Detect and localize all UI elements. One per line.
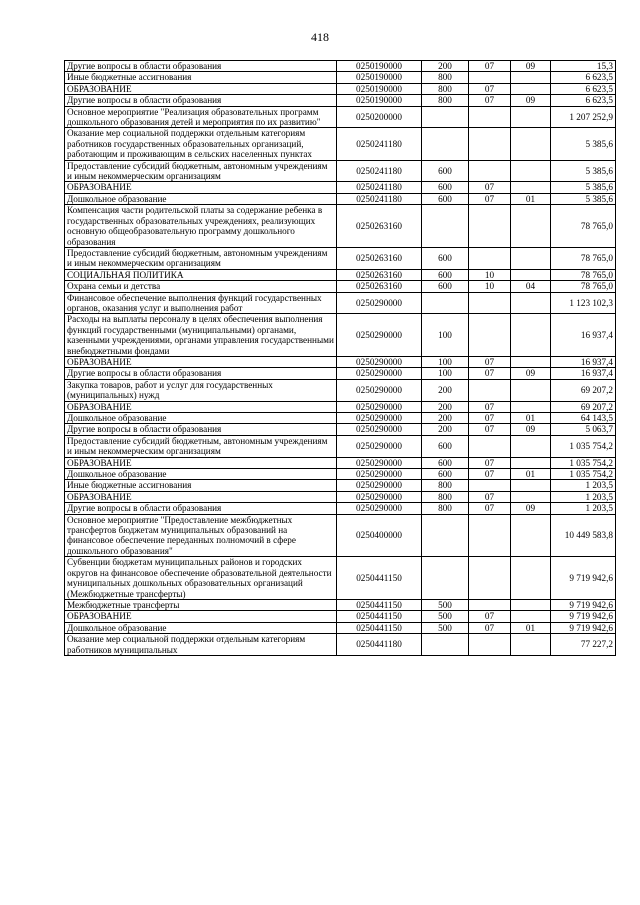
table-row xyxy=(65,193,616,204)
expense-name-cell: Межбюджетные трансферты xyxy=(65,599,337,610)
section-cell: 07 xyxy=(469,424,511,435)
table-row xyxy=(65,469,616,480)
subsection-cell xyxy=(511,514,551,557)
target-article-cell: 0250290000 xyxy=(337,379,422,401)
subsection-cell: 09 xyxy=(511,424,551,435)
expense-type-cell: 200 xyxy=(422,401,469,412)
section-cell: 07 xyxy=(469,95,511,106)
expense-type-cell: 100 xyxy=(422,314,469,357)
target-article-cell: 0250190000 xyxy=(337,72,422,83)
expense-type-cell: 500 xyxy=(422,599,469,610)
target-article-cell: 0250290000 xyxy=(337,413,422,424)
expense-type-cell: 800 xyxy=(422,503,469,514)
subsection-cell: 09 xyxy=(511,368,551,379)
table-row xyxy=(65,503,616,514)
table-row xyxy=(65,95,616,106)
expense-name-cell: Оказание мер социальной поддержки отдельным категориям работников государственных образовательных организаций, работающим и проживающим в сельских населенных пунктах xyxy=(65,128,337,160)
amount-cell: 1 203,5 xyxy=(551,480,616,491)
expense-name-cell: Другие вопросы в области образования xyxy=(65,424,337,435)
expense-name-cell: Иные бюджетные ассигнования xyxy=(65,480,337,491)
section-cell: 07 xyxy=(469,356,511,367)
subsection-cell xyxy=(511,379,551,401)
table-row xyxy=(65,457,616,468)
section-cell: 07 xyxy=(469,182,511,193)
amount-cell: 64 143,5 xyxy=(551,413,616,424)
subsection-cell xyxy=(511,182,551,193)
expense-type-cell xyxy=(422,514,469,557)
target-article-cell: 0250441150 xyxy=(337,622,422,633)
amount-cell: 6 623,5 xyxy=(551,95,616,106)
budget-table xyxy=(64,60,616,656)
expense-name-cell: ОБРАЗОВАНИЕ xyxy=(65,356,337,367)
expense-name-cell: Основное мероприятие "Предоставление межбюджетных трансфертов бюджетам муниципальных образований на финансовое обеспечение переданных полномочий в сфере дошкольного образования" xyxy=(65,514,337,557)
expense-type-cell: 100 xyxy=(422,356,469,367)
table-row xyxy=(65,368,616,379)
expense-name-cell: Дошкольное образование xyxy=(65,193,337,204)
amount-cell: 1 035 754,2 xyxy=(551,469,616,480)
target-article-cell: 0250190000 xyxy=(337,95,422,106)
expense-type-cell: 800 xyxy=(422,480,469,491)
target-article-cell: 0250290000 xyxy=(337,401,422,412)
target-article-cell: 0250263160 xyxy=(337,281,422,292)
table-row xyxy=(65,514,616,557)
subsection-cell xyxy=(511,435,551,457)
amount-cell: 9 719 942,6 xyxy=(551,557,616,600)
expense-name-cell: Другие вопросы в области образования xyxy=(65,503,337,514)
expense-type-cell: 600 xyxy=(422,281,469,292)
target-article-cell: 0250290000 xyxy=(337,503,422,514)
table-row xyxy=(65,413,616,424)
expense-name-cell: ОБРАЗОВАНИЕ xyxy=(65,457,337,468)
expense-type-cell: 800 xyxy=(422,95,469,106)
section-cell xyxy=(469,160,511,182)
section-cell xyxy=(469,106,511,128)
expense-name-cell: СОЦИАЛЬНАЯ ПОЛИТИКА xyxy=(65,269,337,280)
target-article-cell: 0250290000 xyxy=(337,435,422,457)
subsection-cell xyxy=(511,314,551,357)
expense-type-cell: 600 xyxy=(422,269,469,280)
expense-name-cell: Дошкольное образование xyxy=(65,469,337,480)
target-article-cell: 0250441180 xyxy=(337,634,422,656)
expense-type-cell: 800 xyxy=(422,491,469,502)
subsection-cell: 09 xyxy=(511,503,551,514)
expense-name-cell: Предоставление субсидий бюджетным, автономным учреждениям и иным некоммерческим организациям xyxy=(65,247,337,269)
table-row xyxy=(65,491,616,502)
table-row xyxy=(65,205,616,248)
subsection-cell xyxy=(511,401,551,412)
section-cell: 07 xyxy=(469,368,511,379)
target-article-cell: 0250241180 xyxy=(337,182,422,193)
table-row xyxy=(65,182,616,193)
section-cell xyxy=(469,379,511,401)
expense-type-cell: 600 xyxy=(422,469,469,480)
section-cell: 10 xyxy=(469,281,511,292)
table-row xyxy=(65,128,616,160)
section-cell xyxy=(469,435,511,457)
target-article-cell: 0250290000 xyxy=(337,368,422,379)
target-article-cell: 0250290000 xyxy=(337,292,422,314)
subsection-cell xyxy=(511,72,551,83)
amount-cell: 78 765,0 xyxy=(551,247,616,269)
subsection-cell xyxy=(511,480,551,491)
subsection-cell xyxy=(511,269,551,280)
subsection-cell xyxy=(511,292,551,314)
expense-name-cell: Другие вопросы в области образования xyxy=(65,368,337,379)
amount-cell: 16 937,4 xyxy=(551,356,616,367)
expense-type-cell xyxy=(422,634,469,656)
amount-cell: 1 203,5 xyxy=(551,491,616,502)
target-article-cell: 0250190000 xyxy=(337,83,422,94)
target-article-cell: 0250263160 xyxy=(337,205,422,248)
amount-cell: 5 385,6 xyxy=(551,128,616,160)
expense-name-cell: Иные бюджетные ассигнования xyxy=(65,72,337,83)
table-row xyxy=(65,611,616,622)
expense-type-cell: 100 xyxy=(422,368,469,379)
subsection-cell: 04 xyxy=(511,281,551,292)
target-article-cell: 0250441150 xyxy=(337,557,422,600)
subsection-cell: 01 xyxy=(511,193,551,204)
subsection-cell: 01 xyxy=(511,469,551,480)
section-cell: 07 xyxy=(469,61,511,72)
table-row xyxy=(65,599,616,610)
target-article-cell: 0250290000 xyxy=(337,491,422,502)
expense-name-cell: ОБРАЗОВАНИЕ xyxy=(65,401,337,412)
target-article-cell: 0250263160 xyxy=(337,247,422,269)
table-row xyxy=(65,634,616,656)
table-row xyxy=(65,379,616,401)
section-cell xyxy=(469,557,511,600)
expense-type-cell xyxy=(422,205,469,248)
section-cell xyxy=(469,247,511,269)
target-article-cell: 0250290000 xyxy=(337,314,422,357)
amount-cell: 1 203,5 xyxy=(551,503,616,514)
expense-type-cell: 600 xyxy=(422,182,469,193)
amount-cell: 5 385,6 xyxy=(551,193,616,204)
table-row xyxy=(65,61,616,72)
target-article-cell: 0250290000 xyxy=(337,480,422,491)
section-cell xyxy=(469,205,511,248)
table-row xyxy=(65,247,616,269)
amount-cell: 15,3 xyxy=(551,61,616,72)
section-cell: 10 xyxy=(469,269,511,280)
subsection-cell xyxy=(511,247,551,269)
target-article-cell: 0250263160 xyxy=(337,269,422,280)
section-cell xyxy=(469,634,511,656)
expense-name-cell: Другие вопросы в области образования xyxy=(65,95,337,106)
expense-type-cell xyxy=(422,128,469,160)
subsection-cell xyxy=(511,128,551,160)
expense-type-cell xyxy=(422,557,469,600)
section-cell: 07 xyxy=(469,413,511,424)
expense-type-cell: 500 xyxy=(422,611,469,622)
section-cell xyxy=(469,599,511,610)
section-cell xyxy=(469,128,511,160)
subsection-cell xyxy=(511,83,551,94)
target-article-cell: 0250241180 xyxy=(337,193,422,204)
expense-type-cell: 600 xyxy=(422,160,469,182)
table-row xyxy=(65,480,616,491)
subsection-cell: 01 xyxy=(511,413,551,424)
expense-name-cell: Охрана семьи и детства xyxy=(65,281,337,292)
amount-cell: 5 063,7 xyxy=(551,424,616,435)
table-row xyxy=(65,72,616,83)
target-article-cell: 0250241180 xyxy=(337,128,422,160)
amount-cell: 69 207,2 xyxy=(551,379,616,401)
expense-name-cell: Субвенции бюджетам муниципальных районов и городских округов на финансовое обеспечение образовательной деятельности муниципальных дошкольных образовательных организаций (Межбюджетные трансферты) xyxy=(65,557,337,600)
target-article-cell: 0250200000 xyxy=(337,106,422,128)
table-row xyxy=(65,160,616,182)
target-article-cell: 0250400000 xyxy=(337,514,422,557)
expense-type-cell xyxy=(422,106,469,128)
subsection-cell: 01 xyxy=(511,622,551,633)
expense-name-cell: Предоставление субсидий бюджетным, автономным учреждениям и иным некоммерческим организациям xyxy=(65,435,337,457)
subsection-cell: 09 xyxy=(511,95,551,106)
target-article-cell: 0250441150 xyxy=(337,599,422,610)
amount-cell: 1 123 102,3 xyxy=(551,292,616,314)
amount-cell: 10 449 583,8 xyxy=(551,514,616,557)
expense-name-cell: Предоставление субсидий бюджетным, автономным учреждениям и иным некоммерческим организациям xyxy=(65,160,337,182)
amount-cell: 9 719 942,6 xyxy=(551,611,616,622)
amount-cell: 6 623,5 xyxy=(551,83,616,94)
section-cell xyxy=(469,480,511,491)
table-row xyxy=(65,401,616,412)
expense-type-cell: 800 xyxy=(422,72,469,83)
expense-name-cell: Закупка товаров, работ и услуг для государственных (муниципальных) нужд xyxy=(65,379,337,401)
section-cell xyxy=(469,514,511,557)
expense-type-cell: 200 xyxy=(422,379,469,401)
target-article-cell: 0250290000 xyxy=(337,457,422,468)
expense-type-cell: 600 xyxy=(422,247,469,269)
amount-cell: 1 207 252,9 xyxy=(551,106,616,128)
section-cell: 07 xyxy=(469,611,511,622)
target-article-cell: 0250290000 xyxy=(337,424,422,435)
target-article-cell: 0250290000 xyxy=(337,469,422,480)
amount-cell: 1 035 754,2 xyxy=(551,457,616,468)
section-cell xyxy=(469,292,511,314)
amount-cell: 16 937,4 xyxy=(551,368,616,379)
amount-cell: 1 035 754,2 xyxy=(551,435,616,457)
subsection-cell xyxy=(511,356,551,367)
subsection-cell xyxy=(511,491,551,502)
amount-cell: 78 765,0 xyxy=(551,281,616,292)
expense-type-cell: 800 xyxy=(422,83,469,94)
expense-type-cell: 600 xyxy=(422,457,469,468)
amount-cell: 69 207,2 xyxy=(551,401,616,412)
table-row xyxy=(65,356,616,367)
amount-cell: 9 719 942,6 xyxy=(551,622,616,633)
section-cell: 07 xyxy=(469,622,511,633)
table-row xyxy=(65,281,616,292)
amount-cell: 9 719 942,6 xyxy=(551,599,616,610)
expense-name-cell: ОБРАЗОВАНИЕ xyxy=(65,491,337,502)
expense-type-cell: 200 xyxy=(422,61,469,72)
section-cell: 07 xyxy=(469,491,511,502)
page-number: 418 xyxy=(311,30,329,44)
section-cell: 07 xyxy=(469,503,511,514)
amount-cell: 78 765,0 xyxy=(551,205,616,248)
expense-type-cell: 200 xyxy=(422,413,469,424)
expense-name-cell: ОБРАЗОВАНИЕ xyxy=(65,182,337,193)
section-cell: 07 xyxy=(469,83,511,94)
table-row xyxy=(65,314,616,357)
expense-name-cell: Компенсация части родительской платы за содержание ребенка в государственных образовательных учреждениях, реализующих основную общеобразовательную программу дошкольного образования xyxy=(65,205,337,248)
amount-cell: 16 937,4 xyxy=(551,314,616,357)
subsection-cell xyxy=(511,599,551,610)
subsection-cell xyxy=(511,160,551,182)
table-row xyxy=(65,292,616,314)
section-cell: 07 xyxy=(469,457,511,468)
expense-name-cell: Основное мероприятие "Реализация образовательных программ дошкольного образования детей и мероприятия по их развитию" xyxy=(65,106,337,128)
subsection-cell xyxy=(511,557,551,600)
subsection-cell xyxy=(511,106,551,128)
expense-type-cell: 600 xyxy=(422,435,469,457)
section-cell xyxy=(469,72,511,83)
subsection-cell xyxy=(511,457,551,468)
table-row xyxy=(65,435,616,457)
table-row xyxy=(65,269,616,280)
target-article-cell: 0250190000 xyxy=(337,61,422,72)
amount-cell: 6 623,5 xyxy=(551,72,616,83)
expense-name-cell: Другие вопросы в области образования xyxy=(65,61,337,72)
subsection-cell xyxy=(511,205,551,248)
amount-cell: 77 227,2 xyxy=(551,634,616,656)
target-article-cell: 0250441150 xyxy=(337,611,422,622)
expense-name-cell: Расходы на выплаты персоналу в целях обеспечения выполнения функций государственными (муниципальными) органами, казенными учреждениями, органами управления государственными внебюджетными фондами xyxy=(65,314,337,357)
expense-type-cell: 500 xyxy=(422,622,469,633)
subsection-cell: 09 xyxy=(511,61,551,72)
table-row xyxy=(65,424,616,435)
expense-name-cell: Финансовое обеспечение выполнения функций государственных органов, оказания услуг и выполнения работ xyxy=(65,292,337,314)
section-cell: 07 xyxy=(469,469,511,480)
expense-name-cell: Оказание мер социальной поддержки отдельным категориям работников муниципальных xyxy=(65,634,337,656)
section-cell: 07 xyxy=(469,401,511,412)
expense-type-cell: 600 xyxy=(422,193,469,204)
table-row xyxy=(65,106,616,128)
section-cell xyxy=(469,314,511,357)
subsection-cell xyxy=(511,634,551,656)
expense-type-cell: 200 xyxy=(422,424,469,435)
expense-name-cell: Дошкольное образование xyxy=(65,622,337,633)
amount-cell: 78 765,0 xyxy=(551,269,616,280)
table-row xyxy=(65,557,616,600)
subsection-cell xyxy=(511,611,551,622)
amount-cell: 5 385,6 xyxy=(551,182,616,193)
table-row xyxy=(65,622,616,633)
expense-name-cell: Дошкольное образование xyxy=(65,413,337,424)
table-row xyxy=(65,83,616,94)
expense-name-cell: ОБРАЗОВАНИЕ xyxy=(65,83,337,94)
section-cell: 07 xyxy=(469,193,511,204)
expense-type-cell xyxy=(422,292,469,314)
amount-cell: 5 385,6 xyxy=(551,160,616,182)
target-article-cell: 0250241180 xyxy=(337,160,422,182)
expense-name-cell: ОБРАЗОВАНИЕ xyxy=(65,611,337,622)
target-article-cell: 0250290000 xyxy=(337,356,422,367)
